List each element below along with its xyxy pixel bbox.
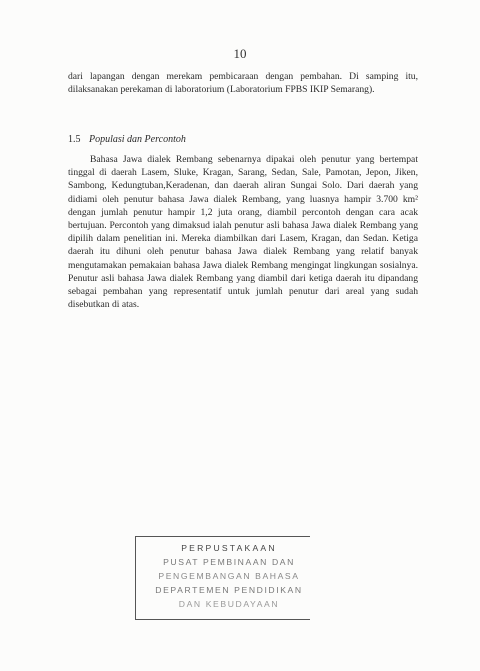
page-number: 10: [233, 46, 247, 61]
stamp-line: PENGEMBANGAN BAHASA: [158, 571, 300, 581]
stamp-line: PERPUSTAKAAN: [181, 543, 277, 553]
stamp-line: DEPARTEMEN PENDIDIKAN: [155, 585, 303, 595]
paragraph-population: Bahasa Jawa dialek Rembang sebenarnya dipakai oleh penutur yang bertempat tinggal di daerah Lasem, Sluke, Kragan, Sarang, Sedan, Sale, Pamotan, Jepon, Jiken, Sambong, Kedungtuban,Keradenan, dan daerah aliran Sungai Solo. Dari daerah yang didiami oleh penutur bahasa Jawa dialek Rembang, yang luasnya hampir 3.700 km² dengan jumlah penutur hampir 1,2 juta orang, diambil percontoh dengan cara acak bertujuan. Percontoh yang dimaksud ialah penutur asli bahasa Jawa dialek Rembang yang dipilih dalam penelitian ini. Mereka diambilkan dari Lasem, Kragan, dan Sedan. Ketiga daerah itu dihuni oleh penutur bahasa Jawa dialek Rembang yang relatif banyak mengutamakan pemakaian bahasa Jawa dialek Rembang mengingat lingkungan sosialnya. Penutur asli bahasa Jawa dialek Rembang yang diambil dari ketiga daerah itu dipandang sebagai pembahan yang representatif untuk jumlah penutur dari areal yang sudah disebutkan di atas.: [68, 154, 418, 311]
stamp-text: [144, 541, 314, 611]
section-heading: [68, 134, 186, 145]
stamp-line: PUSAT PEMBINAAN DAN: [163, 557, 295, 567]
stamp-line: DAN KEBUDAYAAN: [178, 599, 280, 609]
section-number: 1.5: [68, 134, 81, 145]
paragraph-intro: dari lapangan dengan merekam pembicaraan dengan pembahan. Di samping itu, dilaksanakan perekaman di laboratorium (Laboratorium FPBS IKIP Semarang).: [68, 71, 418, 96]
section-title: Populasi dan Percontoh: [89, 134, 186, 145]
library-stamp: [135, 536, 310, 620]
